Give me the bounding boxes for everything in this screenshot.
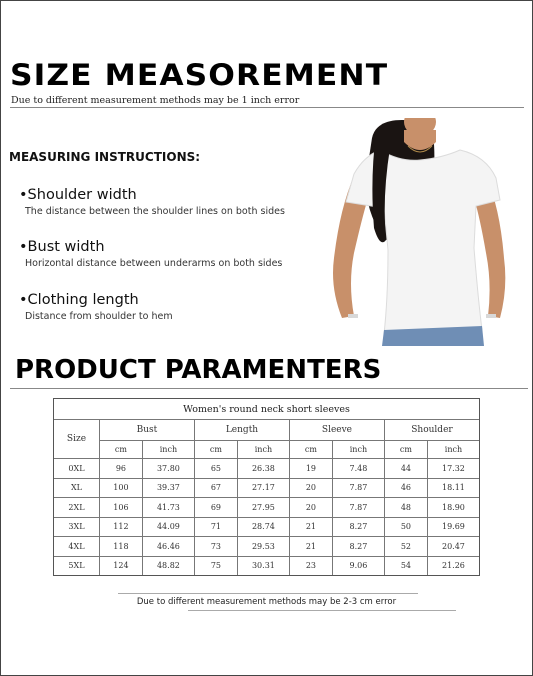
value-cell: 7.87	[332, 478, 384, 498]
value-cell: 18.11	[427, 478, 479, 498]
value-cell: 50	[384, 517, 427, 537]
value-cell: 69	[194, 498, 237, 518]
value-cell: 19	[289, 459, 332, 479]
table-row	[54, 556, 480, 576]
table-caption: Women's round neck short sleeves	[54, 399, 480, 420]
value-cell: 39.37	[142, 478, 194, 498]
divider-top	[10, 107, 524, 108]
shoulder-header: Shoulder	[384, 420, 479, 441]
product-parameters-heading: PRODUCT PARAMENTERS	[15, 355, 382, 385]
value-cell: 44.09	[142, 517, 194, 537]
length-header: Length	[194, 420, 289, 441]
unit-inch: inch	[142, 441, 194, 459]
size-cell: 5XL	[54, 556, 100, 576]
value-cell: 100	[99, 478, 142, 498]
instruction-bust-desc: Horizontal distance between underarms on both sides	[25, 258, 283, 269]
value-cell: 21	[289, 517, 332, 537]
value-cell: 44	[384, 459, 427, 479]
size-measurement-heading: SIZE MEASOREMENT	[10, 58, 389, 92]
value-cell: 28.74	[237, 517, 289, 537]
table-row	[54, 498, 480, 518]
value-cell: 37.80	[142, 459, 194, 479]
size-header: Size	[54, 420, 100, 459]
measurement-error-note: Due to different measurement methods may be 1 inch error	[11, 95, 300, 106]
value-cell: 48	[384, 498, 427, 518]
size-cell: 3XL	[54, 517, 100, 537]
unit-inch: inch	[237, 441, 289, 459]
value-cell: 41.73	[142, 498, 194, 518]
value-cell: 30.31	[237, 556, 289, 576]
value-cell: 118	[99, 537, 142, 557]
table-row	[54, 478, 480, 498]
value-cell: 27.17	[237, 478, 289, 498]
size-cell: XL	[54, 478, 100, 498]
unit-cm: cm	[194, 441, 237, 459]
instruction-length-desc: Distance from shoulder to hem	[25, 311, 173, 322]
value-cell: 23	[289, 556, 332, 576]
size-table	[53, 398, 480, 576]
footer-error-note: Due to different measurement methods may be 2-3 cm error	[136, 597, 397, 607]
instruction-length-title: •Clothing length	[19, 292, 139, 308]
value-cell: 7.48	[332, 459, 384, 479]
value-cell: 54	[384, 556, 427, 576]
instruction-bust-title: •Bust width	[19, 239, 105, 255]
value-cell: 106	[99, 498, 142, 518]
instruction-shoulder-title: •Shoulder width	[19, 187, 137, 203]
value-cell: 48.82	[142, 556, 194, 576]
divider-middle	[10, 388, 528, 389]
value-cell: 17.32	[427, 459, 479, 479]
value-cell: 7.87	[332, 498, 384, 518]
value-cell: 8.27	[332, 517, 384, 537]
value-cell: 8.27	[332, 537, 384, 557]
table-row	[54, 537, 480, 557]
value-cell: 112	[99, 517, 142, 537]
size-cell: 0XL	[54, 459, 100, 479]
size-cell: 2XL	[54, 498, 100, 518]
value-cell: 65	[194, 459, 237, 479]
unit-cm: cm	[99, 441, 142, 459]
sleeve-header: Sleeve	[289, 420, 384, 441]
table-row	[54, 459, 480, 479]
value-cell: 9.06	[332, 556, 384, 576]
unit-cm: cm	[384, 441, 427, 459]
value-cell: 18.90	[427, 498, 479, 518]
value-cell: 73	[194, 537, 237, 557]
model-tshirt-photo	[324, 118, 516, 346]
table-row	[54, 517, 480, 537]
value-cell: 46	[384, 478, 427, 498]
value-cell: 21	[289, 537, 332, 557]
value-cell: 29.53	[237, 537, 289, 557]
value-cell: 67	[194, 478, 237, 498]
unit-inch: inch	[332, 441, 384, 459]
instructions-title: MEASURING INSTRUCTIONS:	[9, 150, 201, 164]
value-cell: 21.26	[427, 556, 479, 576]
bust-header: Bust	[99, 420, 194, 441]
value-cell: 75	[194, 556, 237, 576]
unit-inch: inch	[427, 441, 479, 459]
value-cell: 20	[289, 498, 332, 518]
value-cell: 52	[384, 537, 427, 557]
value-cell: 20	[289, 478, 332, 498]
divider-footer-bottom	[188, 610, 456, 611]
value-cell: 20.47	[427, 537, 479, 557]
value-cell: 96	[99, 459, 142, 479]
value-cell: 46.46	[142, 537, 194, 557]
unit-cm: cm	[289, 441, 332, 459]
divider-footer-top	[118, 593, 418, 594]
value-cell: 71	[194, 517, 237, 537]
instruction-shoulder-desc: The distance between the shoulder lines on both sides	[25, 206, 285, 217]
value-cell: 27.95	[237, 498, 289, 518]
size-cell: 4XL	[54, 537, 100, 557]
value-cell: 26.38	[237, 459, 289, 479]
value-cell: 124	[99, 556, 142, 576]
value-cell: 19.69	[427, 517, 479, 537]
